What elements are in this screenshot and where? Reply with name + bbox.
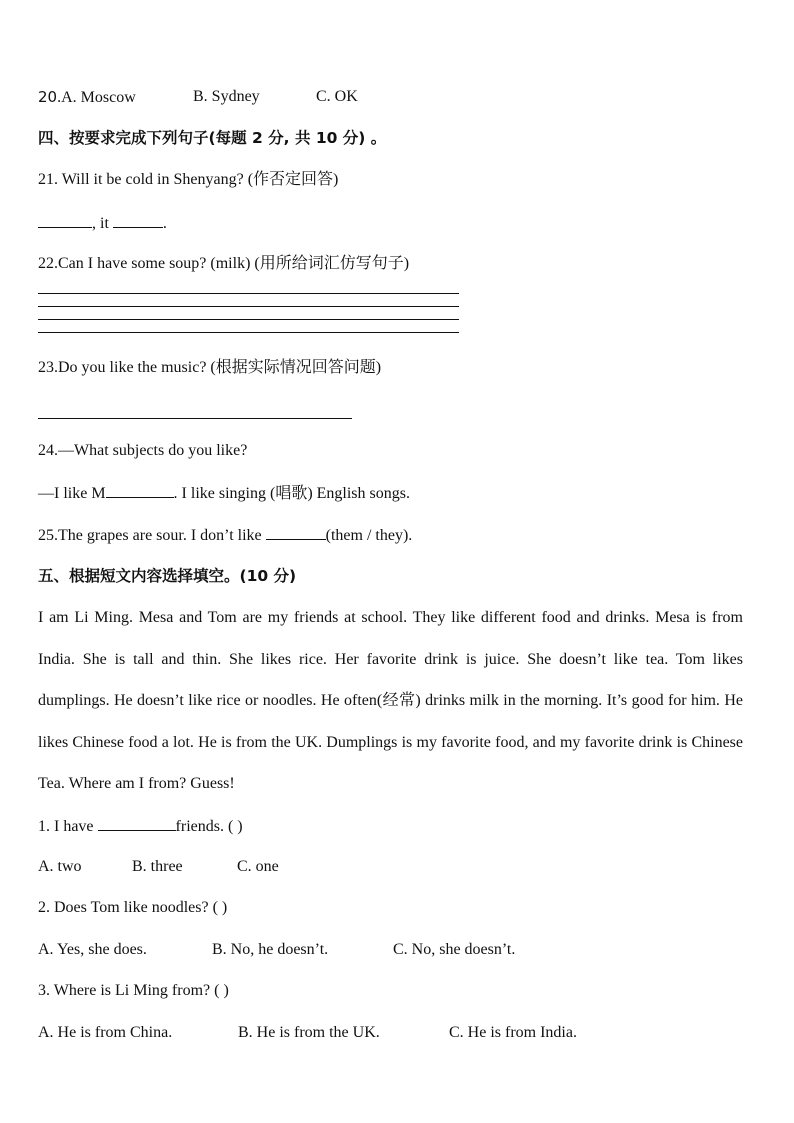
question-23-prompt: 23.Do you like the music? (根据实际情况回答问题) bbox=[38, 359, 382, 376]
q21-end-text: . bbox=[162, 215, 167, 232]
question-25 bbox=[38, 524, 412, 546]
question-22-prompt: 22.Can I have some soup? (milk) (用所给词汇仿写句子) bbox=[38, 255, 410, 272]
reading-passage: I am Li Ming. Mesa and Tom are my friends at school. They like different food and drinks. Mesa is from India. She is tall and thin. She likes rice. Her favorite drink is juice. She doesn’t like tea. Tom likes dumplings. He doesn’t like rice or noodles. He often(经常) drinks milk in the morning. It’s good for him. He likes Chinese food a lot. He is from the UK. Dumplings is my favorite food, and my favorite drink is Chinese Tea. Where am I from? Guess! bbox=[38, 609, 743, 792]
r2-option-c: C. No, she doesn’t. bbox=[393, 941, 516, 958]
q25-start: 25.The grapes are sour. I don’t like bbox=[38, 527, 266, 544]
reading-question-1 bbox=[38, 815, 243, 837]
section-4-heading: 四、按要求完成下列句子(每题 2 分, 共 10 分) 。 bbox=[38, 129, 387, 147]
question-20 bbox=[38, 87, 358, 108]
r1-option-c: C. one bbox=[237, 858, 279, 875]
answer-blank[interactable] bbox=[106, 482, 174, 498]
answer-line[interactable] bbox=[38, 319, 459, 320]
q21-mid-text: , it bbox=[92, 215, 113, 232]
reading-question-3-options bbox=[38, 1023, 577, 1043]
r3-option-b: B. He is from the UK. bbox=[238, 1024, 380, 1041]
answer-blank[interactable] bbox=[38, 212, 92, 228]
reading-question-2: 2. Does Tom like noodles? ( ) bbox=[38, 899, 228, 916]
q24-answer-end: . I like singing (唱歌) English songs. bbox=[173, 485, 410, 502]
r1-option-b: B. three bbox=[132, 858, 183, 875]
r1-start: 1. I have bbox=[38, 818, 98, 835]
question-21-prompt: 21. Will it be cold in Shenyang? (作否定回答) bbox=[38, 171, 339, 188]
question-24-answer bbox=[38, 482, 410, 504]
question-24-prompt: 24.—What subjects do you like? bbox=[38, 442, 248, 459]
q20-option-c: C. OK bbox=[316, 88, 358, 105]
q20-number: 20 bbox=[38, 88, 58, 106]
r3-option-a: A. He is from China. bbox=[38, 1024, 173, 1041]
answer-line[interactable] bbox=[38, 293, 459, 294]
reading-question-1-options bbox=[38, 857, 279, 877]
reading-question-2-options bbox=[38, 940, 516, 960]
r2-option-a: A. Yes, she does. bbox=[38, 941, 147, 958]
section-5-heading: 五、根据短文内容选择填空。(10 分) bbox=[38, 567, 297, 585]
answer-blank[interactable] bbox=[266, 524, 326, 540]
answer-blank[interactable] bbox=[98, 815, 176, 831]
q20-option-b: B. Sydney bbox=[193, 88, 260, 105]
q24-answer-start: —I like M bbox=[38, 485, 106, 502]
r2-option-b: B. No, he doesn’t. bbox=[212, 941, 329, 958]
question-21-answer bbox=[38, 212, 167, 234]
q25-end: (them / they). bbox=[325, 527, 413, 544]
q20-option-a: .A. Moscow bbox=[57, 89, 136, 106]
r3-option-c: C. He is from India. bbox=[449, 1024, 577, 1041]
answer-line[interactable] bbox=[38, 418, 352, 419]
r1-option-a: A. two bbox=[38, 858, 82, 875]
answer-blank[interactable] bbox=[113, 212, 163, 228]
r1-end: friends. ( ) bbox=[175, 818, 243, 835]
answer-line[interactable] bbox=[38, 306, 459, 307]
answer-line[interactable] bbox=[38, 332, 459, 333]
reading-question-3: 3. Where is Li Ming from? ( ) bbox=[38, 982, 229, 999]
